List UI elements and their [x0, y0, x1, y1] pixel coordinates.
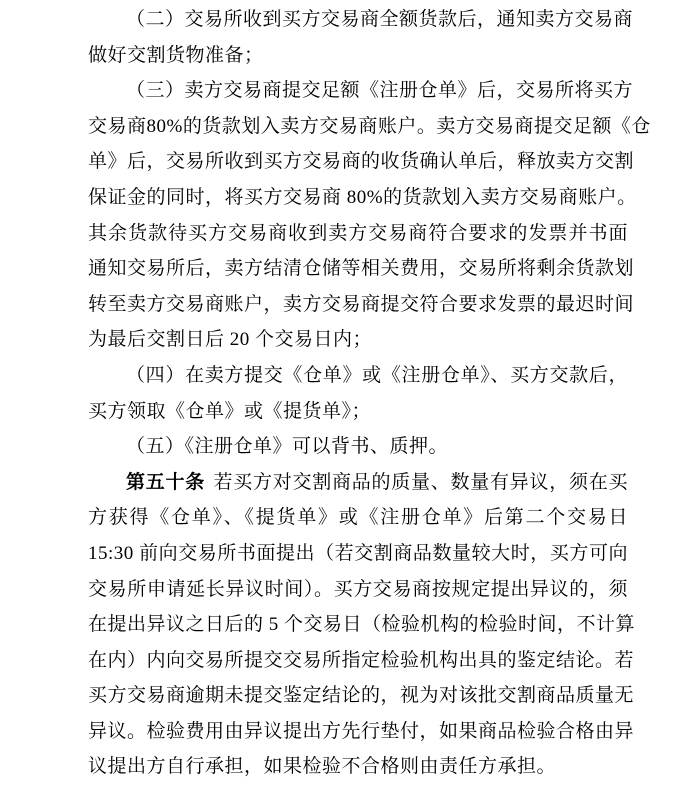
paragraph-item-3 [88, 73, 651, 358]
text-line: 异议。检验费用由异议提出方先行垫付，如果商品检验合格由异 [88, 720, 635, 742]
text-line: （三）卖方交易商提交足额《注册仓单》后，交易所将买方 [126, 80, 634, 102]
text-line: （二）交易所收到买方交易商全额货款后，通知卖方交易商 [126, 9, 634, 30]
paragraph-item-4 [88, 358, 628, 429]
paragraph-article-50 [88, 465, 636, 785]
text-line: 通知交易所后，卖方结清仓储等相关费用，交易所将剩余货款划 [88, 258, 635, 280]
text-line: 交易所申请延长异议时间）。买方交易商按规定提出异议的，须 [88, 578, 628, 600]
text-line: 方获得《仓单》、《提货单》或《注册仓单》后第二个交易日 [88, 507, 628, 529]
text-line: 保证金的同时，将买方交易商 80%的货款划入卖方交易商账户。 [88, 186, 637, 208]
text-line: 转至卖方交易商账户，卖方交易商提交符合要求发票的最迟时间 [88, 293, 635, 315]
text-line: 15:30 前向交易所书面提出（若交割商品数量较大时，买方可向 [88, 542, 628, 564]
text-line: 议提出方自行承担，如果检验不合格则由责任方承担。 [88, 756, 557, 778]
text-line: 在提出异议之日后的 5 个交易日（检验机构的检验时间，不计算 [88, 614, 636, 636]
text-line: 为最后交割日后 20 个交易日内； [88, 329, 373, 351]
paragraph-item-5 [88, 429, 628, 465]
text-line: 做好交割货物准备； [88, 44, 264, 66]
text-column [88, 2, 651, 785]
text-line: 买方交易商逾期未提交鉴定结论的，视为对该批交割商品质量无 [88, 685, 635, 707]
text-line: （五）《注册仓单》可以背书、质押。 [126, 436, 449, 458]
paragraph-item-2 [88, 2, 634, 73]
text-line: 交易商80%的货款划入卖方交易商账户。卖方交易商提交足额《仓 [88, 115, 651, 137]
article-number-heading: 第五十条 [126, 471, 205, 493]
text-line: 在内）内向交易所提交交易所指定检验机构出具的鉴定结论。若 [88, 649, 635, 671]
text-line: 买方领取《仓单》或《提货单》； [88, 400, 372, 422]
text-line [88, 465, 628, 501]
article-text-start: 若买方对交割商品的质量、数量有异议，须在买 [213, 471, 628, 493]
text-line: （四）在卖方提交《仓单》或《注册仓单》、买方交款后， [126, 364, 628, 386]
text-line: 单》后，交易所收到买方交易商的收货确认单后，释放卖方交割 [88, 151, 635, 173]
text-line: 其余货款待买方交易商收到卖方交易商符合要求的发票并书面 [88, 222, 628, 244]
